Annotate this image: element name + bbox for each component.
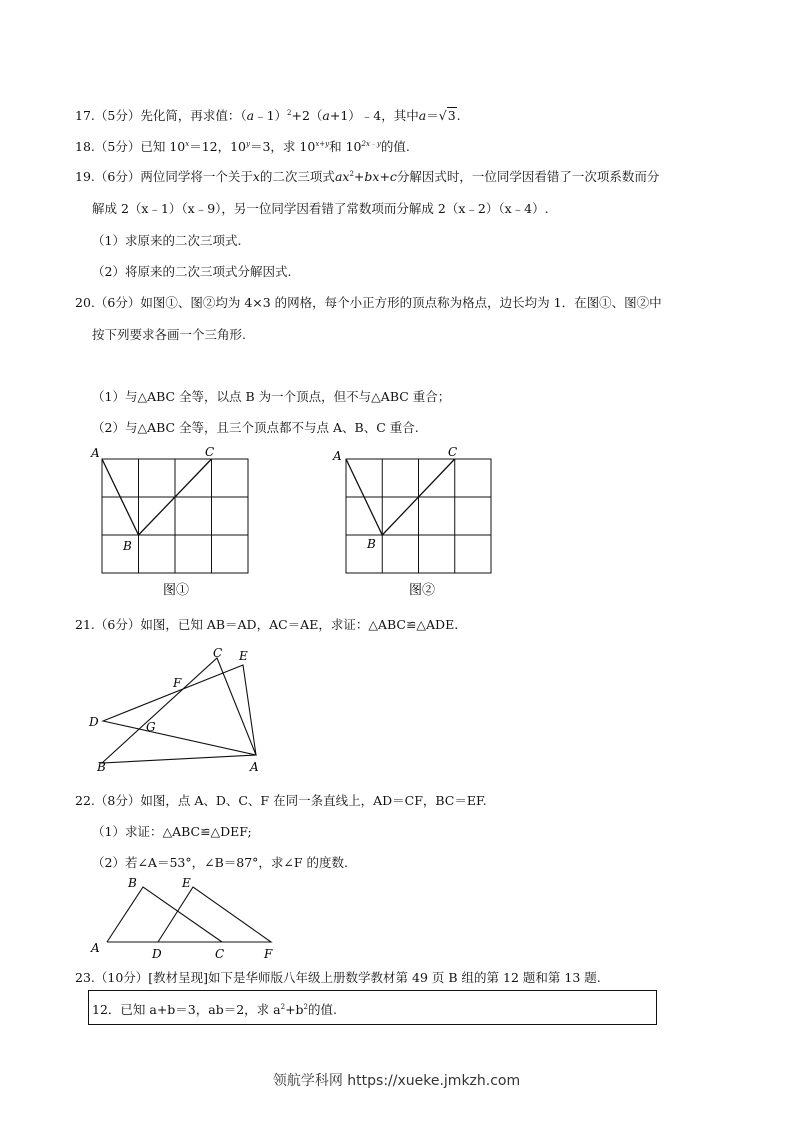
question-19-sub2: （2）将原来的二次三项式分解因式. [92,264,292,279]
footer-watermark: 领航学科网 https://xueke.jmkzh.com [272,1073,521,1089]
q21-label-g: G [146,720,156,734]
sqrt-3: √3 [438,108,456,123]
fig1-caption: 图① [163,583,190,598]
question-17: 17.（5分）先化简，再求值：（a﹣1）$^2$+2（a+1）﹣4，其中a＝√3. [75,108,461,123]
q21-label-f: F [173,676,182,690]
question-20: 20.（6分）如图①、图②均为 4×3 的网格，每个小正方形的顶点称为格点，边长均为 1．在图①、图②中 [75,295,662,310]
question-19: 19.（6分）两位同学将一个关于x的二次三项式$ax^2+bx+c$分解因式时，一位同学因看错了一次项系数而分 [75,169,660,184]
q22-label-a: A [91,941,100,955]
question-23: 23.（10分）[教材呈现]如下是华师版八年级上册数学教材第 49 页 B 组的第 12 题和第 13 题. [75,970,601,985]
fig1-label-a: A [91,446,100,460]
q21-label-d: D [89,715,99,729]
q21-label-e: E [239,649,248,663]
question-22-sub1: （1）求证：△ABC≌△DEF; [92,824,252,839]
q22-label-f: F [264,947,273,961]
q22-figure [85,872,285,964]
q22-label-e: E [182,876,191,890]
question-19-sub1: （1）求原来的二次三项式. [92,233,242,248]
grid-figure-1 [85,442,265,602]
fig2-label-a: A [333,449,342,463]
q21-figure [85,642,275,777]
question-20-line2: 按下列要求各画一个三角形. [92,327,246,342]
fig1-label-c: C [205,445,215,459]
fig2-label-b: B [367,537,376,551]
question-20-sub2: （2）与△ABC 全等，且三个顶点都不与点 A、B、C 重合. [92,420,419,435]
q22-label-c: C [215,947,225,961]
q22-label-d: D [152,947,162,961]
question-22-sub2: （2）若∠A＝53°，∠B＝87°，求∠F 的度数. [92,855,349,870]
q22-label-b: B [128,876,137,890]
question-19-line2: 解成 2（x﹣1）（x﹣9），另一位同学因看错了常数项而分解成 2（x﹣2）（x﹣4）. [92,201,549,216]
q21-label-a: A [250,760,259,774]
question-22: 22.（8分）如图，点 A、D、C、F 在同一条直线上，AD＝CF，BC＝EF. [75,793,487,808]
question-18: 18.（5分）已知 $10^x=12$，$10^y=3$，求 $10^{x+y}$和 $10^{2x﹣y}$的值. [75,139,410,154]
question-20-sub1: （1）与△ABC 全等，以点 B 为一个顶点，但不与△ABC 重合； [92,389,451,404]
q21-label-b: B [97,760,106,774]
textbook-box [88,990,657,1025]
fig2-label-c: C [448,445,458,459]
grid-figure-2 [329,442,509,602]
textbook-problem-12: 12．已知 a+b＝3，ab＝2，求 $a^2+b^2$的值. [92,1002,337,1017]
q21-label-c: C [213,646,223,660]
fig2-caption: 图② [409,583,436,598]
fig1-label-b: B [123,539,132,553]
question-21: 21.（6分）如图，已知 AB＝AD，AC＝AE，求证：△ABC≌△ADE. [75,617,459,632]
